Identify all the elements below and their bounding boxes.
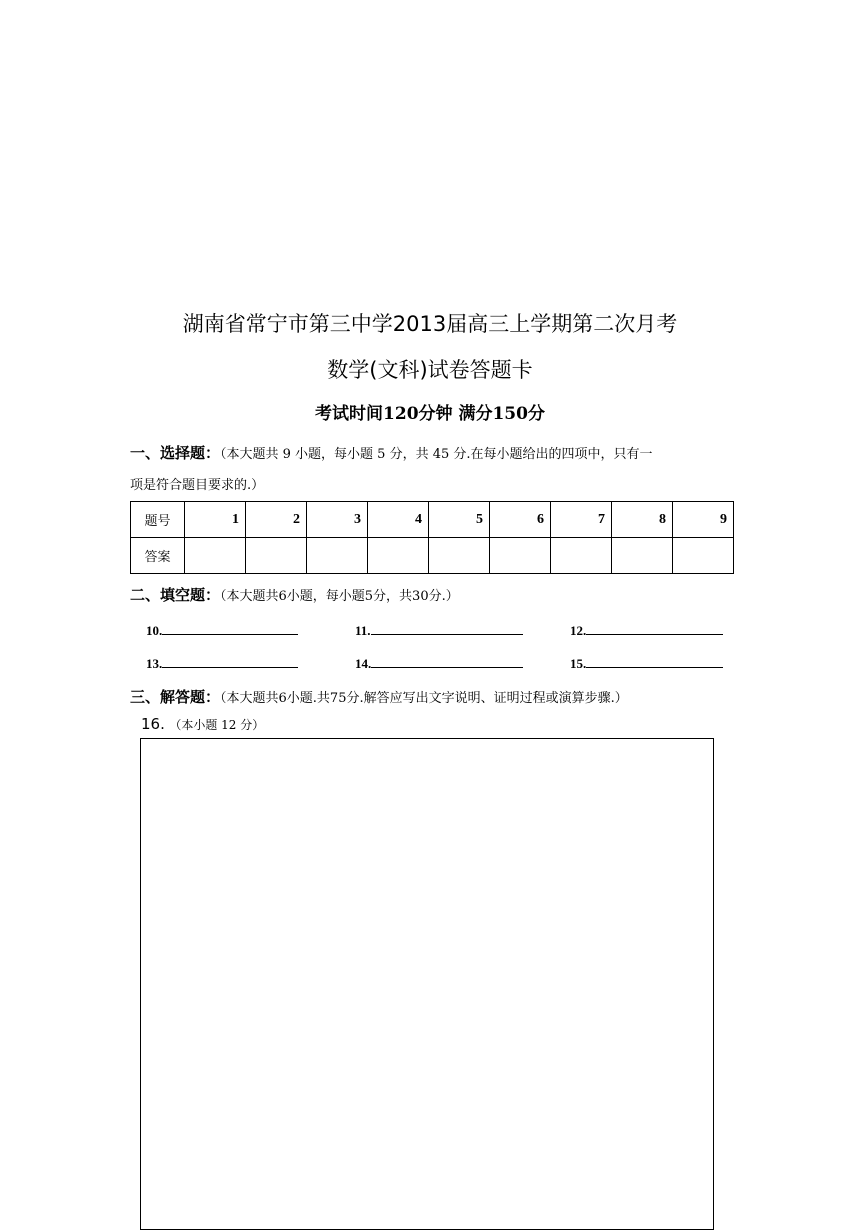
blank-label: 13. xyxy=(146,656,163,671)
answer-cell[interactable] xyxy=(246,538,307,574)
blank-label: 11. xyxy=(355,623,371,638)
question-number: 9 xyxy=(673,502,734,538)
answer-table xyxy=(130,501,734,574)
document-subtitle: 数学(文科)试卷答题卡 xyxy=(327,358,533,382)
answer-cell[interactable] xyxy=(612,538,673,574)
question-number: 2 xyxy=(246,502,307,538)
answer-cell[interactable] xyxy=(185,538,246,574)
fill-blank-14[interactable] xyxy=(355,653,523,672)
question-16-number: 16. xyxy=(141,715,165,733)
question-number: 4 xyxy=(368,502,429,538)
answer-cell[interactable] xyxy=(368,538,429,574)
fill-blank-11[interactable] xyxy=(355,620,523,639)
question-number: 3 xyxy=(307,502,368,538)
question-16-label xyxy=(141,715,264,733)
answer-cell[interactable] xyxy=(551,538,612,574)
exam-info: 考试时间120分钟 满分150分 xyxy=(315,404,545,424)
section2-header xyxy=(130,584,459,605)
fill-blank-15[interactable] xyxy=(570,653,723,672)
blank-label: 14. xyxy=(355,656,372,671)
answer-cell[interactable] xyxy=(429,538,490,574)
answer-cell[interactable] xyxy=(307,538,368,574)
answer-cell[interactable] xyxy=(490,538,551,574)
blank-label: 10. xyxy=(146,623,163,638)
fill-blank-13[interactable] xyxy=(146,653,298,672)
answer-box-16[interactable] xyxy=(140,738,714,1230)
table-row-numbers xyxy=(131,502,734,538)
blank-line[interactable] xyxy=(162,653,298,668)
blank-label: 12. xyxy=(570,623,587,638)
question-number: 8 xyxy=(612,502,673,538)
blank-line[interactable] xyxy=(586,653,723,668)
blank-line[interactable] xyxy=(371,653,523,668)
section1-note: （本大题共 9 小题，每小题 5 分，共 45 分.在每小题给出的四项中，只有一 xyxy=(220,447,653,462)
question-number: 7 xyxy=(551,502,612,538)
section2-note: （本大题共6小题，每小题5分，共30分.） xyxy=(220,589,459,604)
question-number: 5 xyxy=(429,502,490,538)
question-number: 6 xyxy=(490,502,551,538)
document-title: 湖南省常宁市第三中学2013届高三上学期第二次月考 xyxy=(182,312,678,336)
row-label-answer: 答案 xyxy=(131,538,185,574)
section3-heading: 三、解答题： xyxy=(130,688,221,706)
section3-header xyxy=(130,686,628,707)
question-16-score: （本小题 12 分） xyxy=(169,718,265,732)
blank-line[interactable] xyxy=(371,620,523,635)
blank-label: 15. xyxy=(570,656,587,671)
section2-heading: 二、填空题： xyxy=(130,586,221,604)
section3-note: （本大题共6小题.共75分.解答应写出文字说明、证明过程或演算步骤.） xyxy=(220,691,628,706)
section1-header xyxy=(130,442,653,463)
fill-blank-12[interactable] xyxy=(570,620,723,639)
answer-cell[interactable] xyxy=(673,538,734,574)
blank-line[interactable] xyxy=(162,620,298,635)
fill-blank-10[interactable] xyxy=(146,620,298,639)
table-row-answers xyxy=(131,538,734,574)
section1-note-cont: 项是符合题目要求的.） xyxy=(130,478,265,493)
blank-line[interactable] xyxy=(586,620,723,635)
question-number: 1 xyxy=(185,502,246,538)
section1-heading: 一、选择题： xyxy=(130,444,221,462)
row-label-question: 题号 xyxy=(131,502,185,538)
